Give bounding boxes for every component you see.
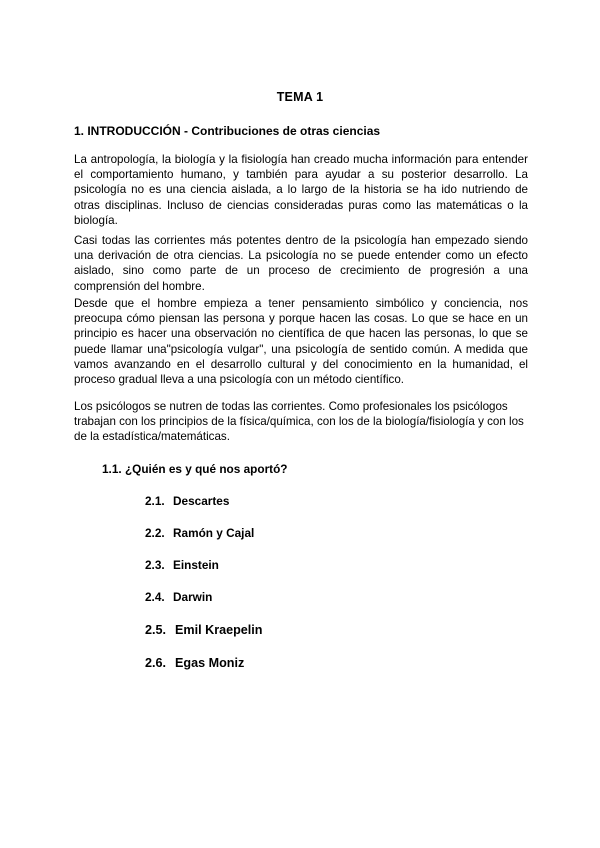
list-item-number: 2.6. <box>145 656 167 670</box>
page-title: TEMA 1 <box>276 90 324 104</box>
list-item-number: 2.4. <box>145 590 165 604</box>
list-item-number: 2.2. <box>145 526 165 540</box>
section-heading: 1. INTRODUCCIÓN - Contribuciones de otras ciencias <box>74 124 381 138</box>
paragraph-1: La antropología, la biología y la fisiología han creado mucha información para entender el comportamiento humano, y también para ayudar a su posterior desarrollo. La psicología no es una ciencia aislada, a lo largo de la historia se ha ido nutriendo de otras disciplinas. Incluso de ciencias consideradas puras como las matemáticas o la biología. <box>74 153 528 227</box>
subsection-heading: 1.1. ¿Quién es y qué nos aportó? <box>102 462 288 476</box>
list-item-number: 2.1. <box>145 494 165 508</box>
list-item-ramon-y-cajal <box>145 526 254 540</box>
paragraph-4: Los psicólogos se nutren de todas las corrientes. Como profesionales los psicólogos trabajan con los principios de la física/química, con los de la biología/fisiología y con los de la estadística/matemáticas. <box>74 400 524 444</box>
list-item-emil-kraepelin <box>145 623 263 637</box>
list-item-darwin <box>145 590 212 604</box>
paragraph-3: Desde que el hombre empieza a tener pensamiento simbólico y conciencia, nos preocupa cómo piensan las persona y porque hacen las cosas. Lo que se hace en un principio es hacer una observación no científica de que hacen las personas, lo que se puede llamar una"psicología vulgar", una psicología de sentido común. A medida que vamos avanzando en el desarrollo cultural y del conocimiento en la humanidad, el proceso gradual lleva a una psicología con un método científico. <box>74 297 528 387</box>
list-item-number: 2.3. <box>145 558 165 572</box>
list-item-number: 2.5. <box>145 623 167 637</box>
list-item-descartes <box>145 494 229 508</box>
list-item-egas-moniz <box>145 656 244 670</box>
list-item-label: Darwin <box>173 590 213 604</box>
list-item-label: Einstein <box>173 558 219 572</box>
list-item-einstein <box>145 558 219 572</box>
paragraph-2: Casi todas las corrientes más potentes dentro de la psicología han empezado siendo una derivación de otra ciencias. La psicología no se puede entender como un efecto aislado, sino como parte de un proceso de crecimiento de progresión a una comprensión del hombre. <box>74 234 528 293</box>
list-item-label: Egas Moniz <box>175 656 245 670</box>
list-item-label: Emil Kraepelin <box>175 623 263 637</box>
list-item-label: Ramón y Cajal <box>173 526 255 540</box>
list-item-label: Descartes <box>173 494 230 508</box>
